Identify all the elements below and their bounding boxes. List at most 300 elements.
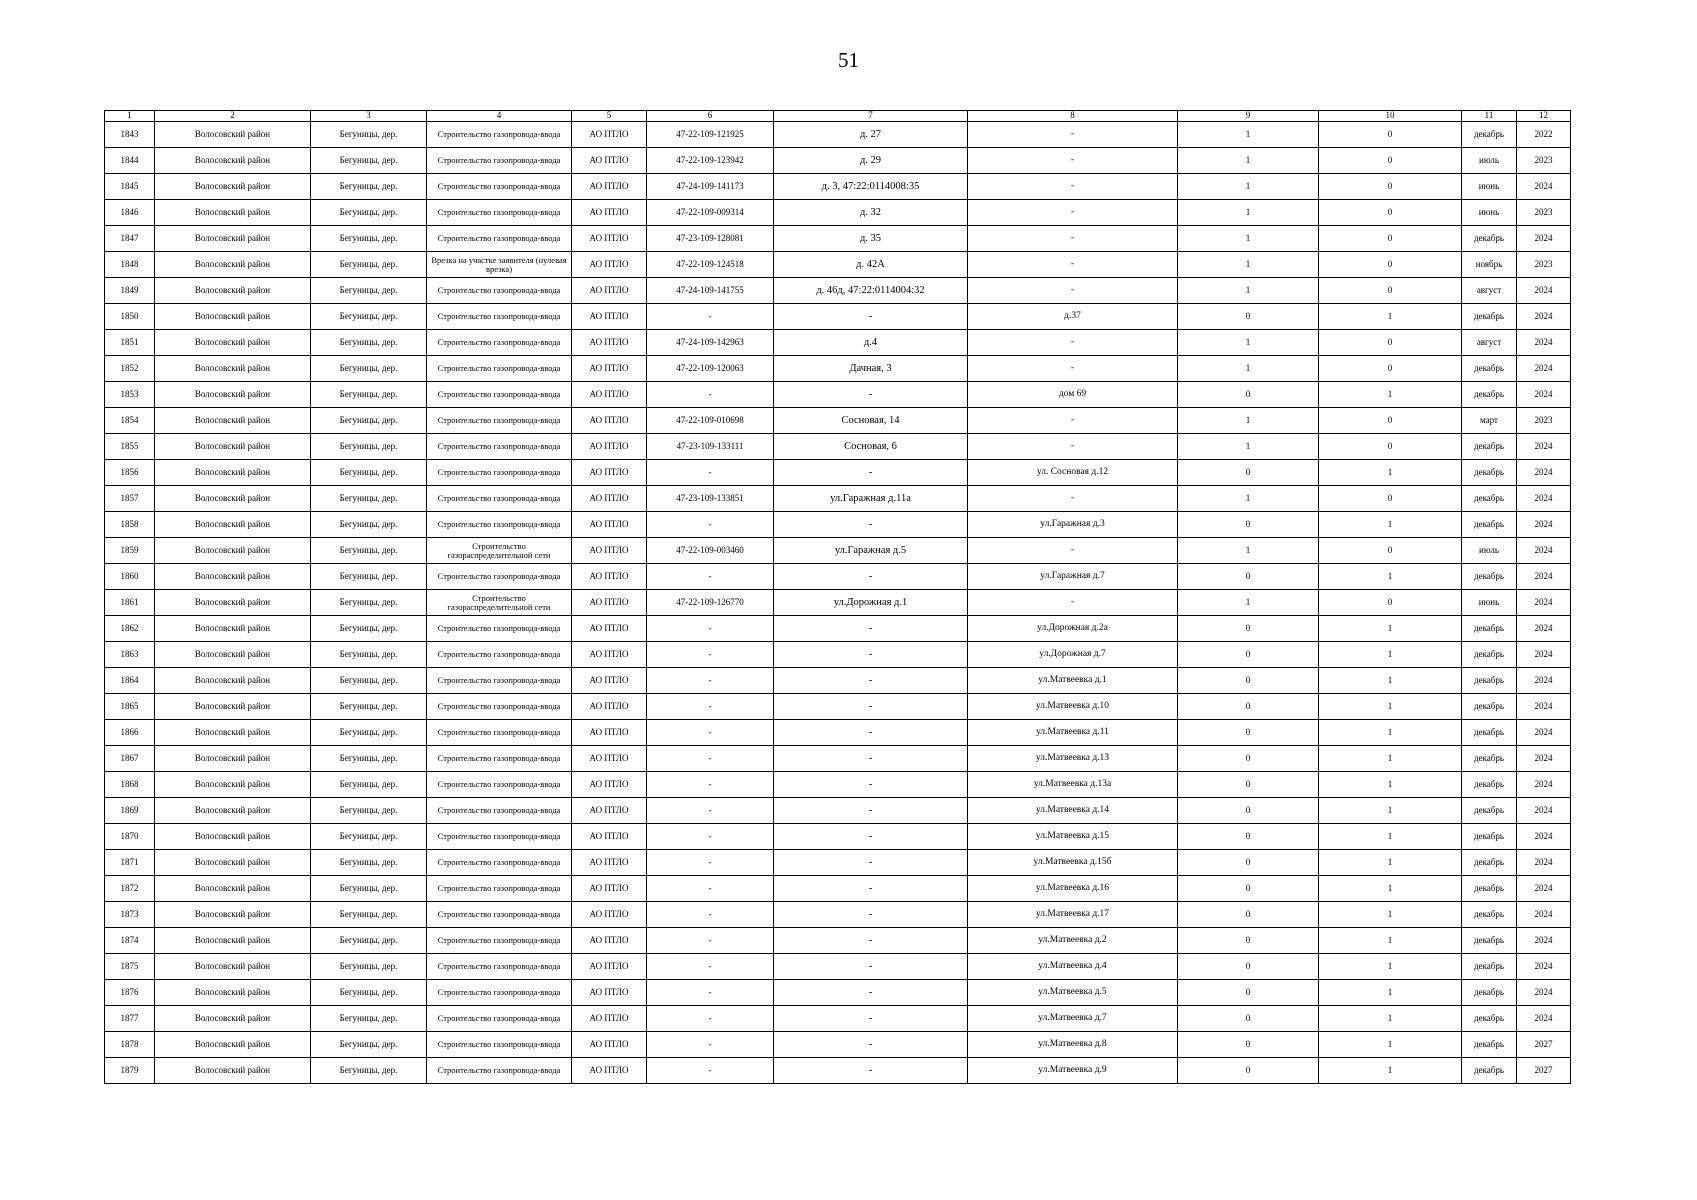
year-cell: 2023 (1517, 252, 1571, 278)
year-cell: 2024 (1517, 278, 1571, 304)
operator-cell: АО ПТЛО (572, 122, 647, 148)
count-a-cell: 0 (1178, 694, 1319, 720)
work-type-cell: Строительство газопровода-ввода (427, 694, 572, 720)
application-number-cell: - (647, 616, 774, 642)
application-number-cell: - (647, 564, 774, 590)
year-cell: 2022 (1517, 122, 1571, 148)
table-row (105, 174, 1571, 200)
settlement-cell: Бегуницы, дер. (311, 278, 427, 304)
settlement-cell: Бегуницы, дер. (311, 486, 427, 512)
count-b-cell: 1 (1319, 1006, 1462, 1032)
year-cell: 2027 (1517, 1032, 1571, 1058)
settlement-cell: Бегуницы, дер. (311, 304, 427, 330)
district-cell: Волосовский район (155, 226, 311, 252)
year-cell: 2024 (1517, 668, 1571, 694)
table-row (105, 434, 1571, 460)
application-number-cell: - (647, 460, 774, 486)
application-number-cell: - (647, 642, 774, 668)
settlement-cell: Бегуницы, дер. (311, 616, 427, 642)
month-cell: декабрь (1462, 512, 1517, 538)
month-cell: июнь (1462, 590, 1517, 616)
count-b-cell: 0 (1319, 356, 1462, 382)
district-cell: Волосовский район (155, 694, 311, 720)
count-b-cell: 0 (1319, 486, 1462, 512)
month-cell: декабрь (1462, 616, 1517, 642)
address-alt-cell: - (968, 538, 1178, 564)
operator-cell: АО ПТЛО (572, 980, 647, 1006)
row-number-cell: 1859 (105, 538, 155, 564)
row-number-cell: 1873 (105, 902, 155, 928)
row-number-cell: 1871 (105, 850, 155, 876)
column-header: 5 (572, 111, 647, 122)
table-row (105, 746, 1571, 772)
table-row (105, 694, 1571, 720)
year-cell: 2024 (1517, 824, 1571, 850)
address-cell: - (774, 668, 968, 694)
application-number-cell: - (647, 772, 774, 798)
table-row (105, 148, 1571, 174)
address-alt-cell: ул. Сосновая д.12 (968, 460, 1178, 486)
table-row (105, 772, 1571, 798)
count-a-cell: 0 (1178, 850, 1319, 876)
address-cell: - (774, 460, 968, 486)
application-number-cell: - (647, 928, 774, 954)
work-type-cell: Строительство газопровода-ввода (427, 408, 572, 434)
address-cell: Сосновая, 14 (774, 408, 968, 434)
address-cell: - (774, 772, 968, 798)
work-type-cell: Строительство газопровода-ввода (427, 148, 572, 174)
address-alt-cell: ул.Дорожная д.7 (968, 642, 1178, 668)
count-a-cell: 0 (1178, 642, 1319, 668)
address-cell: - (774, 720, 968, 746)
count-a-cell: 0 (1178, 460, 1319, 486)
row-number-cell: 1854 (105, 408, 155, 434)
row-number-cell: 1847 (105, 226, 155, 252)
operator-cell: АО ПТЛО (572, 512, 647, 538)
operator-cell: АО ПТЛО (572, 356, 647, 382)
application-number-cell: - (647, 850, 774, 876)
operator-cell: АО ПТЛО (572, 954, 647, 980)
year-cell: 2024 (1517, 512, 1571, 538)
year-cell: 2024 (1517, 902, 1571, 928)
table-row (105, 616, 1571, 642)
month-cell: декабрь (1462, 876, 1517, 902)
application-number-cell: 47-22-109-010698 (647, 408, 774, 434)
settlement-cell: Бегуницы, дер. (311, 174, 427, 200)
address-cell: - (774, 746, 968, 772)
district-cell: Волосовский район (155, 954, 311, 980)
address-alt-cell: ул.Матвеевка д.16 (968, 876, 1178, 902)
address-alt-cell: ул.Матвеевка д.10 (968, 694, 1178, 720)
application-number-cell: - (647, 746, 774, 772)
work-type-cell: Строительство газопровода-ввода (427, 746, 572, 772)
count-a-cell: 1 (1178, 434, 1319, 460)
application-number-cell: 47-22-109-003460 (647, 538, 774, 564)
address-alt-cell: ул.Матвеевка д.5 (968, 980, 1178, 1006)
month-cell: декабрь (1462, 486, 1517, 512)
settlement-cell: Бегуницы, дер. (311, 356, 427, 382)
count-b-cell: 1 (1319, 772, 1462, 798)
operator-cell: АО ПТЛО (572, 382, 647, 408)
year-cell: 2024 (1517, 564, 1571, 590)
table-row (105, 304, 1571, 330)
address-alt-cell: ул.Матвеевка д.7 (968, 1006, 1178, 1032)
column-header: 3 (311, 111, 427, 122)
address-cell: д. 35 (774, 226, 968, 252)
row-number-cell: 1845 (105, 174, 155, 200)
row-number-cell: 1870 (105, 824, 155, 850)
table-row (105, 278, 1571, 304)
work-type-cell: Строительство газопровода-ввода (427, 434, 572, 460)
application-number-cell: - (647, 694, 774, 720)
row-number-cell: 1858 (105, 512, 155, 538)
address-cell: Сосновая, 6 (774, 434, 968, 460)
district-cell: Волосовский район (155, 1058, 311, 1084)
column-header: 2 (155, 111, 311, 122)
address-alt-cell: - (968, 434, 1178, 460)
count-a-cell: 0 (1178, 304, 1319, 330)
work-type-cell: Строительство газопровода-ввода (427, 1058, 572, 1084)
row-number-cell: 1878 (105, 1032, 155, 1058)
application-number-cell: - (647, 668, 774, 694)
address-alt-cell: д.37 (968, 304, 1178, 330)
application-number-cell: 47-22-109-121925 (647, 122, 774, 148)
application-number-cell: - (647, 304, 774, 330)
work-type-cell: Строительство газопровода-ввода (427, 772, 572, 798)
district-cell: Волосовский район (155, 330, 311, 356)
district-cell: Волосовский район (155, 876, 311, 902)
count-b-cell: 1 (1319, 564, 1462, 590)
address-cell: д. 29 (774, 148, 968, 174)
address-alt-cell: ул.Матвеевка д.2 (968, 928, 1178, 954)
table-row (105, 980, 1571, 1006)
month-cell: июль (1462, 148, 1517, 174)
count-b-cell: 0 (1319, 148, 1462, 174)
application-number-cell: 47-22-109-124518 (647, 252, 774, 278)
operator-cell: АО ПТЛО (572, 694, 647, 720)
row-number-cell: 1867 (105, 746, 155, 772)
application-number-cell: 47-23-109-133111 (647, 434, 774, 460)
column-header: 4 (427, 111, 572, 122)
gasification-table (104, 110, 1571, 1084)
settlement-cell: Бегуницы, дер. (311, 200, 427, 226)
year-cell: 2024 (1517, 330, 1571, 356)
address-alt-cell: - (968, 226, 1178, 252)
district-cell: Волосовский район (155, 512, 311, 538)
settlement-cell: Бегуницы, дер. (311, 928, 427, 954)
district-cell: Волосовский район (155, 642, 311, 668)
count-b-cell: 1 (1319, 1058, 1462, 1084)
count-a-cell: 0 (1178, 980, 1319, 1006)
year-cell: 2024 (1517, 356, 1571, 382)
operator-cell: АО ПТЛО (572, 486, 647, 512)
year-cell: 2024 (1517, 174, 1571, 200)
table-row (105, 954, 1571, 980)
address-cell: д. 42А (774, 252, 968, 278)
settlement-cell: Бегуницы, дер. (311, 512, 427, 538)
month-cell: декабрь (1462, 434, 1517, 460)
year-cell: 2023 (1517, 148, 1571, 174)
settlement-cell: Бегуницы, дер. (311, 538, 427, 564)
table-row (105, 668, 1571, 694)
count-b-cell: 1 (1319, 382, 1462, 408)
count-a-cell: 0 (1178, 382, 1319, 408)
month-cell: ноябрь (1462, 252, 1517, 278)
year-cell: 2024 (1517, 616, 1571, 642)
district-cell: Волосовский район (155, 902, 311, 928)
operator-cell: АО ПТЛО (572, 876, 647, 902)
row-number-cell: 1846 (105, 200, 155, 226)
address-alt-cell: - (968, 408, 1178, 434)
count-b-cell: 1 (1319, 746, 1462, 772)
address-alt-cell: - (968, 200, 1178, 226)
district-cell: Волосовский район (155, 278, 311, 304)
table-row (105, 512, 1571, 538)
table-row (105, 798, 1571, 824)
settlement-cell: Бегуницы, дер. (311, 226, 427, 252)
count-a-cell: 0 (1178, 876, 1319, 902)
address-alt-cell: ул.Матвеевка д.15 (968, 824, 1178, 850)
address-cell: Дачная, 3 (774, 356, 968, 382)
district-cell: Волосовский район (155, 356, 311, 382)
address-cell: д.4 (774, 330, 968, 356)
application-number-cell: - (647, 1058, 774, 1084)
table-row (105, 720, 1571, 746)
column-header: 10 (1319, 111, 1462, 122)
count-b-cell: 1 (1319, 512, 1462, 538)
table-row (105, 122, 1571, 148)
count-a-cell: 0 (1178, 1058, 1319, 1084)
count-a-cell: 1 (1178, 174, 1319, 200)
address-cell: ул.Гаражная д.11а (774, 486, 968, 512)
address-alt-cell: - (968, 122, 1178, 148)
district-cell: Волосовский район (155, 174, 311, 200)
settlement-cell: Бегуницы, дер. (311, 330, 427, 356)
row-number-cell: 1843 (105, 122, 155, 148)
count-b-cell: 0 (1319, 330, 1462, 356)
application-number-cell: - (647, 382, 774, 408)
column-header: 8 (968, 111, 1178, 122)
year-cell: 2024 (1517, 642, 1571, 668)
row-number-cell: 1856 (105, 460, 155, 486)
table-row (105, 460, 1571, 486)
district-cell: Волосовский район (155, 148, 311, 174)
count-a-cell: 1 (1178, 226, 1319, 252)
address-cell: д. 3, 47:22:0114008:35 (774, 174, 968, 200)
application-number-cell: - (647, 876, 774, 902)
work-type-cell: Строительство газопровода-ввода (427, 902, 572, 928)
settlement-cell: Бегуницы, дер. (311, 902, 427, 928)
table-row (105, 538, 1571, 564)
operator-cell: АО ПТЛО (572, 148, 647, 174)
operator-cell: АО ПТЛО (572, 330, 647, 356)
district-cell: Волосовский район (155, 564, 311, 590)
address-alt-cell: ул.Гаражная д.3 (968, 512, 1178, 538)
district-cell: Волосовский район (155, 408, 311, 434)
table-row (105, 1032, 1571, 1058)
count-a-cell: 0 (1178, 1006, 1319, 1032)
year-cell: 2024 (1517, 694, 1571, 720)
work-type-cell: Строительство газопровода-ввода (427, 512, 572, 538)
count-b-cell: 0 (1319, 200, 1462, 226)
work-type-cell: Строительство газопровода-ввода (427, 330, 572, 356)
row-number-cell: 1874 (105, 928, 155, 954)
column-header: 12 (1517, 111, 1571, 122)
count-a-cell: 0 (1178, 798, 1319, 824)
count-a-cell: 1 (1178, 330, 1319, 356)
address-alt-cell: ул.Матвеевка д.1 (968, 668, 1178, 694)
settlement-cell: Бегуницы, дер. (311, 720, 427, 746)
address-cell: - (774, 824, 968, 850)
settlement-cell: Бегуницы, дер. (311, 408, 427, 434)
count-b-cell: 1 (1319, 876, 1462, 902)
column-header: 7 (774, 111, 968, 122)
settlement-cell: Бегуницы, дер. (311, 642, 427, 668)
row-number-cell: 1853 (105, 382, 155, 408)
operator-cell: АО ПТЛО (572, 1058, 647, 1084)
application-number-cell: - (647, 824, 774, 850)
year-cell: 2024 (1517, 954, 1571, 980)
count-b-cell: 0 (1319, 408, 1462, 434)
operator-cell: АО ПТЛО (572, 668, 647, 694)
row-number-cell: 1844 (105, 148, 155, 174)
count-b-cell: 0 (1319, 252, 1462, 278)
address-cell: - (774, 876, 968, 902)
settlement-cell: Бегуницы, дер. (311, 252, 427, 278)
work-type-cell: Строительство газопровода-ввода (427, 928, 572, 954)
count-a-cell: 1 (1178, 122, 1319, 148)
district-cell: Волосовский район (155, 252, 311, 278)
application-number-cell: 47-22-109-120063 (647, 356, 774, 382)
count-b-cell: 1 (1319, 642, 1462, 668)
table-row (105, 564, 1571, 590)
application-number-cell: - (647, 720, 774, 746)
work-type-cell: Строительство газопровода-ввода (427, 122, 572, 148)
address-cell: - (774, 304, 968, 330)
address-alt-cell: ул.Матвеевка д.13а (968, 772, 1178, 798)
district-cell: Волосовский район (155, 200, 311, 226)
settlement-cell: Бегуницы, дер. (311, 1006, 427, 1032)
settlement-cell: Бегуницы, дер. (311, 1032, 427, 1058)
address-cell: д. 46д, 47:22:0114004:32 (774, 278, 968, 304)
count-b-cell: 0 (1319, 122, 1462, 148)
application-number-cell: - (647, 798, 774, 824)
count-b-cell: 1 (1319, 902, 1462, 928)
table-row (105, 408, 1571, 434)
table-row (105, 824, 1571, 850)
application-number-cell: 47-24-109-141755 (647, 278, 774, 304)
count-a-cell: 1 (1178, 538, 1319, 564)
address-cell: - (774, 902, 968, 928)
month-cell: июль (1462, 538, 1517, 564)
count-a-cell: 1 (1178, 278, 1319, 304)
district-cell: Волосовский район (155, 980, 311, 1006)
work-type-cell: Строительство газопровода-ввода (427, 200, 572, 226)
work-type-cell: Строительство газопровода-ввода (427, 668, 572, 694)
table-row (105, 200, 1571, 226)
count-a-cell: 1 (1178, 148, 1319, 174)
month-cell: декабрь (1462, 954, 1517, 980)
year-cell: 2023 (1517, 408, 1571, 434)
district-cell: Волосовский район (155, 1032, 311, 1058)
year-cell: 2024 (1517, 538, 1571, 564)
address-cell: - (774, 642, 968, 668)
count-b-cell: 0 (1319, 434, 1462, 460)
row-number-cell: 1862 (105, 616, 155, 642)
district-cell: Волосовский район (155, 746, 311, 772)
settlement-cell: Бегуницы, дер. (311, 954, 427, 980)
work-type-cell: Строительство газопровода-ввода (427, 642, 572, 668)
operator-cell: АО ПТЛО (572, 746, 647, 772)
count-b-cell: 0 (1319, 226, 1462, 252)
year-cell: 2024 (1517, 850, 1571, 876)
month-cell: декабрь (1462, 356, 1517, 382)
table-row (105, 356, 1571, 382)
year-cell: 2024 (1517, 928, 1571, 954)
year-cell: 2024 (1517, 720, 1571, 746)
operator-cell: АО ПТЛО (572, 252, 647, 278)
column-header: 11 (1462, 111, 1517, 122)
district-cell: Волосовский район (155, 434, 311, 460)
count-b-cell: 0 (1319, 590, 1462, 616)
address-cell: ул.Дорожная д.1 (774, 590, 968, 616)
count-b-cell: 0 (1319, 278, 1462, 304)
district-cell: Волосовский район (155, 798, 311, 824)
year-cell: 2024 (1517, 772, 1571, 798)
count-a-cell: 0 (1178, 564, 1319, 590)
address-cell: - (774, 512, 968, 538)
work-type-cell: Строительство газопровода-ввода (427, 616, 572, 642)
month-cell: март (1462, 408, 1517, 434)
year-cell: 2024 (1517, 746, 1571, 772)
operator-cell: АО ПТЛО (572, 278, 647, 304)
address-cell: - (774, 928, 968, 954)
work-type-cell: Строительство газопровода-ввода (427, 850, 572, 876)
application-number-cell: 47-24-109-141173 (647, 174, 774, 200)
district-cell: Волосовский район (155, 772, 311, 798)
address-alt-cell: - (968, 278, 1178, 304)
count-a-cell: 0 (1178, 1032, 1319, 1058)
row-number-cell: 1850 (105, 304, 155, 330)
address-alt-cell: ул.Матвеевка д.4 (968, 954, 1178, 980)
operator-cell: АО ПТЛО (572, 928, 647, 954)
count-a-cell: 1 (1178, 590, 1319, 616)
table-row (105, 1006, 1571, 1032)
month-cell: декабрь (1462, 1058, 1517, 1084)
month-cell: декабрь (1462, 564, 1517, 590)
application-number-cell: 47-22-109-009314 (647, 200, 774, 226)
operator-cell: АО ПТЛО (572, 642, 647, 668)
month-cell: декабрь (1462, 460, 1517, 486)
settlement-cell: Бегуницы, дер. (311, 668, 427, 694)
operator-cell: АО ПТЛО (572, 772, 647, 798)
row-number-cell: 1868 (105, 772, 155, 798)
address-cell: д. 27 (774, 122, 968, 148)
application-number-cell: 47-22-109-126770 (647, 590, 774, 616)
application-number-cell: - (647, 980, 774, 1006)
settlement-cell: Бегуницы, дер. (311, 148, 427, 174)
address-cell: - (774, 616, 968, 642)
operator-cell: АО ПТЛО (572, 564, 647, 590)
district-cell: Волосовский район (155, 824, 311, 850)
address-cell: - (774, 1058, 968, 1084)
count-b-cell: 0 (1319, 174, 1462, 200)
table-row (105, 590, 1571, 616)
settlement-cell: Бегуницы, дер. (311, 798, 427, 824)
row-number-cell: 1861 (105, 590, 155, 616)
year-cell: 2024 (1517, 590, 1571, 616)
settlement-cell: Бегуницы, дер. (311, 772, 427, 798)
